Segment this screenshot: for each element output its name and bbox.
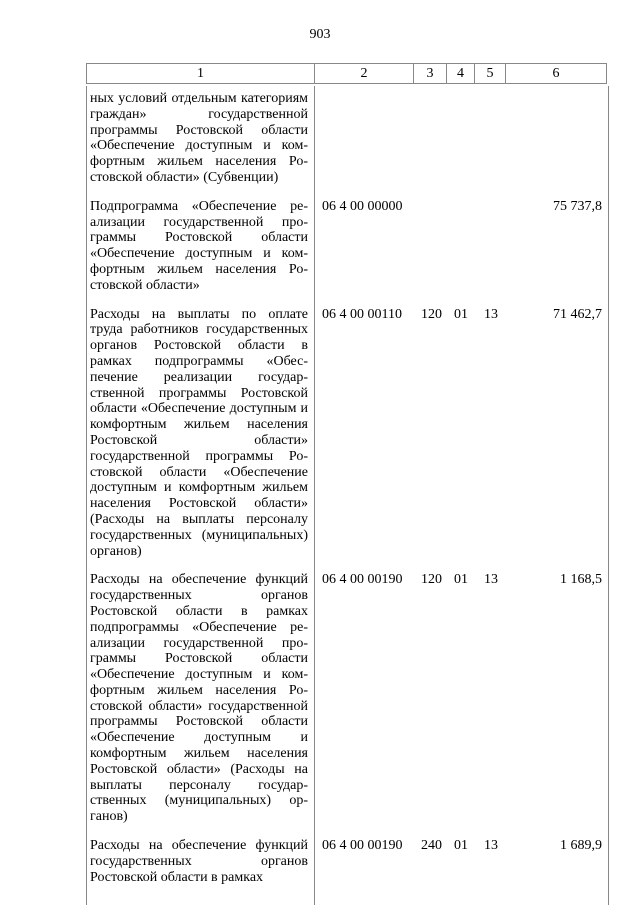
header-col-4: 4 (447, 64, 475, 84)
header-col-5: 5 (475, 64, 506, 84)
row-section: 01 (454, 572, 468, 588)
row-target-code: 06 4 00 00000 (322, 198, 403, 214)
row-expense-type: 240 (421, 838, 442, 854)
row-expense-type: 120 (421, 306, 442, 322)
table-row (86, 199, 608, 294)
column-header-table (86, 63, 607, 84)
row-amount: 1 168,5 (560, 572, 602, 588)
row-amount: 1 689,9 (560, 838, 602, 854)
row-section: 01 (454, 306, 468, 322)
row-amount: 71 462,7 (553, 306, 602, 322)
row-subsection: 13 (484, 838, 498, 854)
row-description: Подпрограмма «Обеспечение реализации государственной программы Ростовской области «Обеспечение доступным и комфортным жильем населения Ростовской области» (90, 198, 308, 293)
row-subsection: 13 (484, 572, 498, 588)
row-section: 01 (454, 838, 468, 854)
table-body (86, 86, 608, 885)
row-target-code: 06 4 00 00190 (322, 572, 403, 588)
header-col-3: 3 (414, 64, 447, 84)
table-row (86, 572, 608, 825)
row-description: Расходы на обеспечение функций государственных органов Ростовской области в рамках (90, 838, 308, 885)
header-col-6: 6 (506, 64, 607, 84)
column-divider (608, 86, 609, 905)
row-target-code: 06 4 00 00110 (322, 306, 402, 322)
table-row (86, 307, 608, 560)
row-description: ных условий отдельным категориям граждан» государственной программы Ростовской области «Обеспечение доступным и комфортным жильем населения Ростовской области» (Субвенции) (90, 91, 308, 185)
row-description: Расходы на выплаты по оплате труда работников государственных органов Ростовской области в рамках подпрограммы «Обеспечение реализации государственной программы Ростовской области «Обеспечение доступным и комфортным жильем населения Ростовской области» государственной программы Ростовской области «Обеспечение доступным и комфортным жильем населения Ростовской области» (Расходы на выплаты персоналу государственных (муниципальных) органов) (90, 306, 308, 559)
table-row (86, 838, 608, 885)
row-description: Расходы на обеспечение функций государственных органов Ростовской области в рамках подпрограммы «Обеспечение реализации государственной программы Ростовской области «Обеспечение доступным и комфортным жильем населения Ростовской области» государственной программы Ростовской области «Обеспечение доступным и комфортным жильем населения Ростовской области» (Расходы на выплаты персоналу государственных (муниципальных) органов) (90, 572, 308, 825)
header-col-2: 2 (315, 64, 414, 84)
row-expense-type: 120 (421, 572, 442, 588)
row-target-code: 06 4 00 00190 (322, 838, 403, 854)
row-subsection: 13 (484, 306, 498, 322)
table-row (86, 91, 608, 186)
row-amount: 75 737,8 (553, 198, 602, 214)
header-col-1: 1 (87, 64, 315, 84)
page-number: 903 (309, 27, 331, 42)
